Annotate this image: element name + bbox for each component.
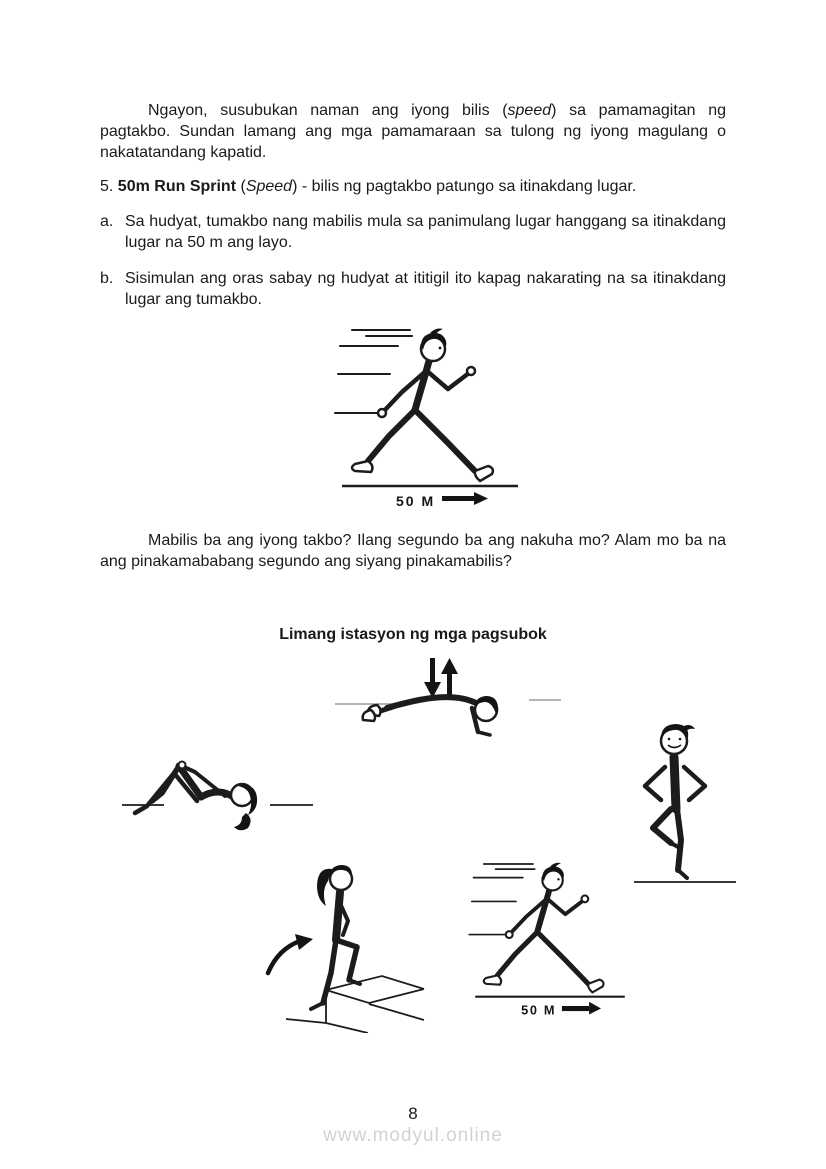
item-5-description: ) - bilis ng pagtakbo patungo sa itinakdang lugar. [292, 178, 637, 195]
balance-eye-right [679, 738, 682, 741]
runner-hair-tuft [550, 863, 561, 868]
balance-hair-tuft [684, 725, 695, 731]
runner-body [352, 361, 493, 481]
item-5-title: 50m Run Sprint [117, 178, 237, 195]
curved-arrow-icon [268, 934, 313, 973]
pushup-body [363, 697, 490, 735]
speed-lines [335, 330, 412, 413]
intro-lead: Ngayon, susubukan naman ang iyong bilis ( [148, 102, 508, 119]
page-footer [100, 1103, 726, 1146]
up-down-arrows-icon [424, 658, 458, 698]
item-5-number: 5. [100, 178, 118, 195]
runner-small-illustration [465, 852, 635, 1018]
balance-eye-left [668, 738, 671, 741]
runner-figure-slot [100, 316, 726, 514]
curlup-ponytail [234, 813, 251, 830]
ground-line [335, 700, 561, 704]
step-label-b: b. [100, 270, 114, 287]
intro-italic-word: speed [507, 102, 552, 119]
intro-rest: ) sa pamamagitan ng pagtakbo. Sundan lamang ang mga pamamaraan sa tulong ng iyong magulang o nakatatandang kapatid. [100, 102, 726, 161]
runner-body [484, 890, 604, 992]
step-item-a [100, 211, 726, 253]
speed-lines [469, 864, 534, 935]
stations-heading: Limang istasyon ng mga pagsubok [279, 626, 547, 643]
arrow-right-icon [562, 1002, 601, 1015]
curlup-body [135, 762, 236, 814]
pushup-illustration [333, 652, 563, 762]
runner-illustration [330, 316, 530, 511]
step-text-a: Sa hudyat, tumakbo nang mabilis mula sa panimulang lugar hanggang sa itinakdang lugar na 50 m ang layo. [125, 213, 726, 251]
item-5-italic-word: Speed [245, 178, 293, 195]
runner-eye [439, 347, 442, 350]
step-text-b: Sisimulan ang oras sabay ng hudyat at ititigil ito kapag nakarating na sa itinakdang lugar ang tumakbo. [125, 270, 726, 308]
stations-illustrations [100, 651, 726, 1041]
page-number: 8 [408, 1104, 418, 1123]
arrow-right-icon [442, 492, 488, 505]
watermark: www.modyul.online [323, 1125, 503, 1146]
balance-body [645, 757, 705, 878]
stepup-ponytail [317, 869, 332, 906]
question-paragraph: Mabilis ba ang iyong takbo? Ilang segundo ba ang nakuha mo? Alam mo ba na ang pinakamababang segundo ang siyang pinakamabilis? [100, 532, 726, 570]
stepup-illustration [248, 843, 428, 1033]
step-block [286, 976, 424, 1033]
stepup-body [311, 892, 360, 1009]
fifty-meter-label: 50 M [521, 1002, 557, 1018]
intro-paragraph [100, 100, 726, 163]
runner-hair-tuft [430, 329, 443, 335]
step-item-b [100, 268, 726, 310]
step-label-a: a. [100, 213, 114, 230]
fifty-meter-label: 50 M [396, 493, 436, 509]
runner-eye [557, 878, 559, 880]
curlup-illustration [118, 733, 318, 853]
item-5-heading [100, 176, 726, 197]
item-5-paren: ( [236, 178, 246, 195]
